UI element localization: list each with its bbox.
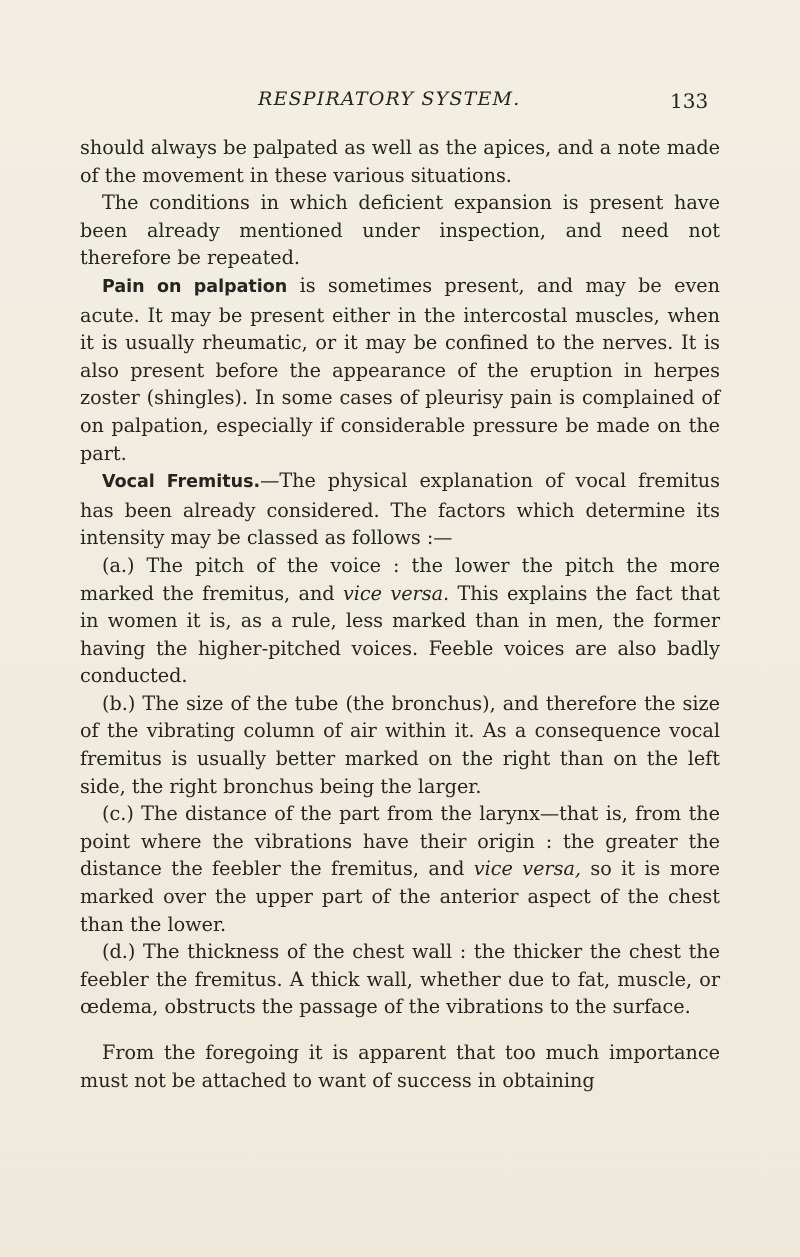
body-text bbox=[80, 134, 720, 1094]
page-number: 133 bbox=[670, 89, 709, 113]
paragraph-text: From the foregoing it is apparent that too much importance must not be attached to want of success in obtaining bbox=[80, 1041, 720, 1092]
paragraph-deficient-expansion bbox=[80, 189, 720, 272]
paragraph-conclusion bbox=[80, 1039, 720, 1094]
paragraph-text: should always be palpated as well as the apices, and a note made of the movement in these various situations. bbox=[80, 136, 720, 187]
running-head-title: RESPIRATORY SYSTEM. bbox=[258, 88, 521, 110]
paragraph-text: (d.) The thickness of the chest wall : the thicker the chest the feebler the fremitus. A thick wall, whether due to fat, muscle, or œdema, obstructs the passage of the vibrations to the surface. bbox=[80, 940, 720, 1019]
paragraph-continuation bbox=[80, 134, 720, 189]
paragraph-factor-a bbox=[80, 552, 720, 690]
paragraph-text: —The physical explanation of vocal fremitus has been already considered. The factors which determine its intensity may be classed as follows :— bbox=[80, 469, 721, 550]
italic-phrase: vice versa. bbox=[342, 581, 450, 605]
paragraph-text: (c.) The distance of the part from the larynx—that is, from the point where the vibrations have their origin : the greater the distance the feebler the fremitus, and bbox=[80, 802, 720, 881]
paragraph-pain-on-palpation bbox=[80, 272, 720, 467]
paragraph-text: so it is more marked over the upper part of the anterior aspect of the chest than the lower. bbox=[80, 857, 720, 936]
paragraph-factor-b bbox=[80, 690, 720, 800]
paragraph-text: This explains the fact that in women it is, as a rule, less marked than in men, the former having the higher-pitched voices. Feeble voices are also badly conducted. bbox=[80, 581, 721, 688]
paragraph-text: (a.) The pitch of the voice : the lower the pitch the more marked the fremitus, and bbox=[80, 553, 720, 605]
paragraph-text: (b.) The size of the tube (the bronchus), and therefore the size of the vibrating column of air within it. As a consequence vocal fremitus is usually better marked on the right than on the left side, the right bronchus being the larger. bbox=[80, 691, 720, 798]
run-in-heading: Pain on palpation bbox=[102, 276, 288, 297]
paragraph-text: The conditions in which deficient expansion is present have been already mentioned under inspection, and need not therefore be repeated. bbox=[80, 191, 720, 270]
paragraph-factor-c bbox=[80, 800, 720, 938]
running-head bbox=[0, 88, 800, 118]
paragraph-text: is sometimes present, and may be even acute. It may be present either in the intercostal muscles, when it is usually rheumatic, or it may be confined to the nerves. It is also present before the appearance of the eruption in herpes zoster (shingles). In some cases of pleurisy pain is complained of on palpation, especially if considerable pressure be made on the part. bbox=[80, 273, 720, 465]
paragraph-factor-d bbox=[80, 938, 720, 1021]
paragraph-vocal-fremitus bbox=[80, 467, 720, 552]
run-in-heading: Vocal Fremitus. bbox=[102, 472, 261, 493]
italic-phrase: vice versa, bbox=[473, 857, 581, 881]
